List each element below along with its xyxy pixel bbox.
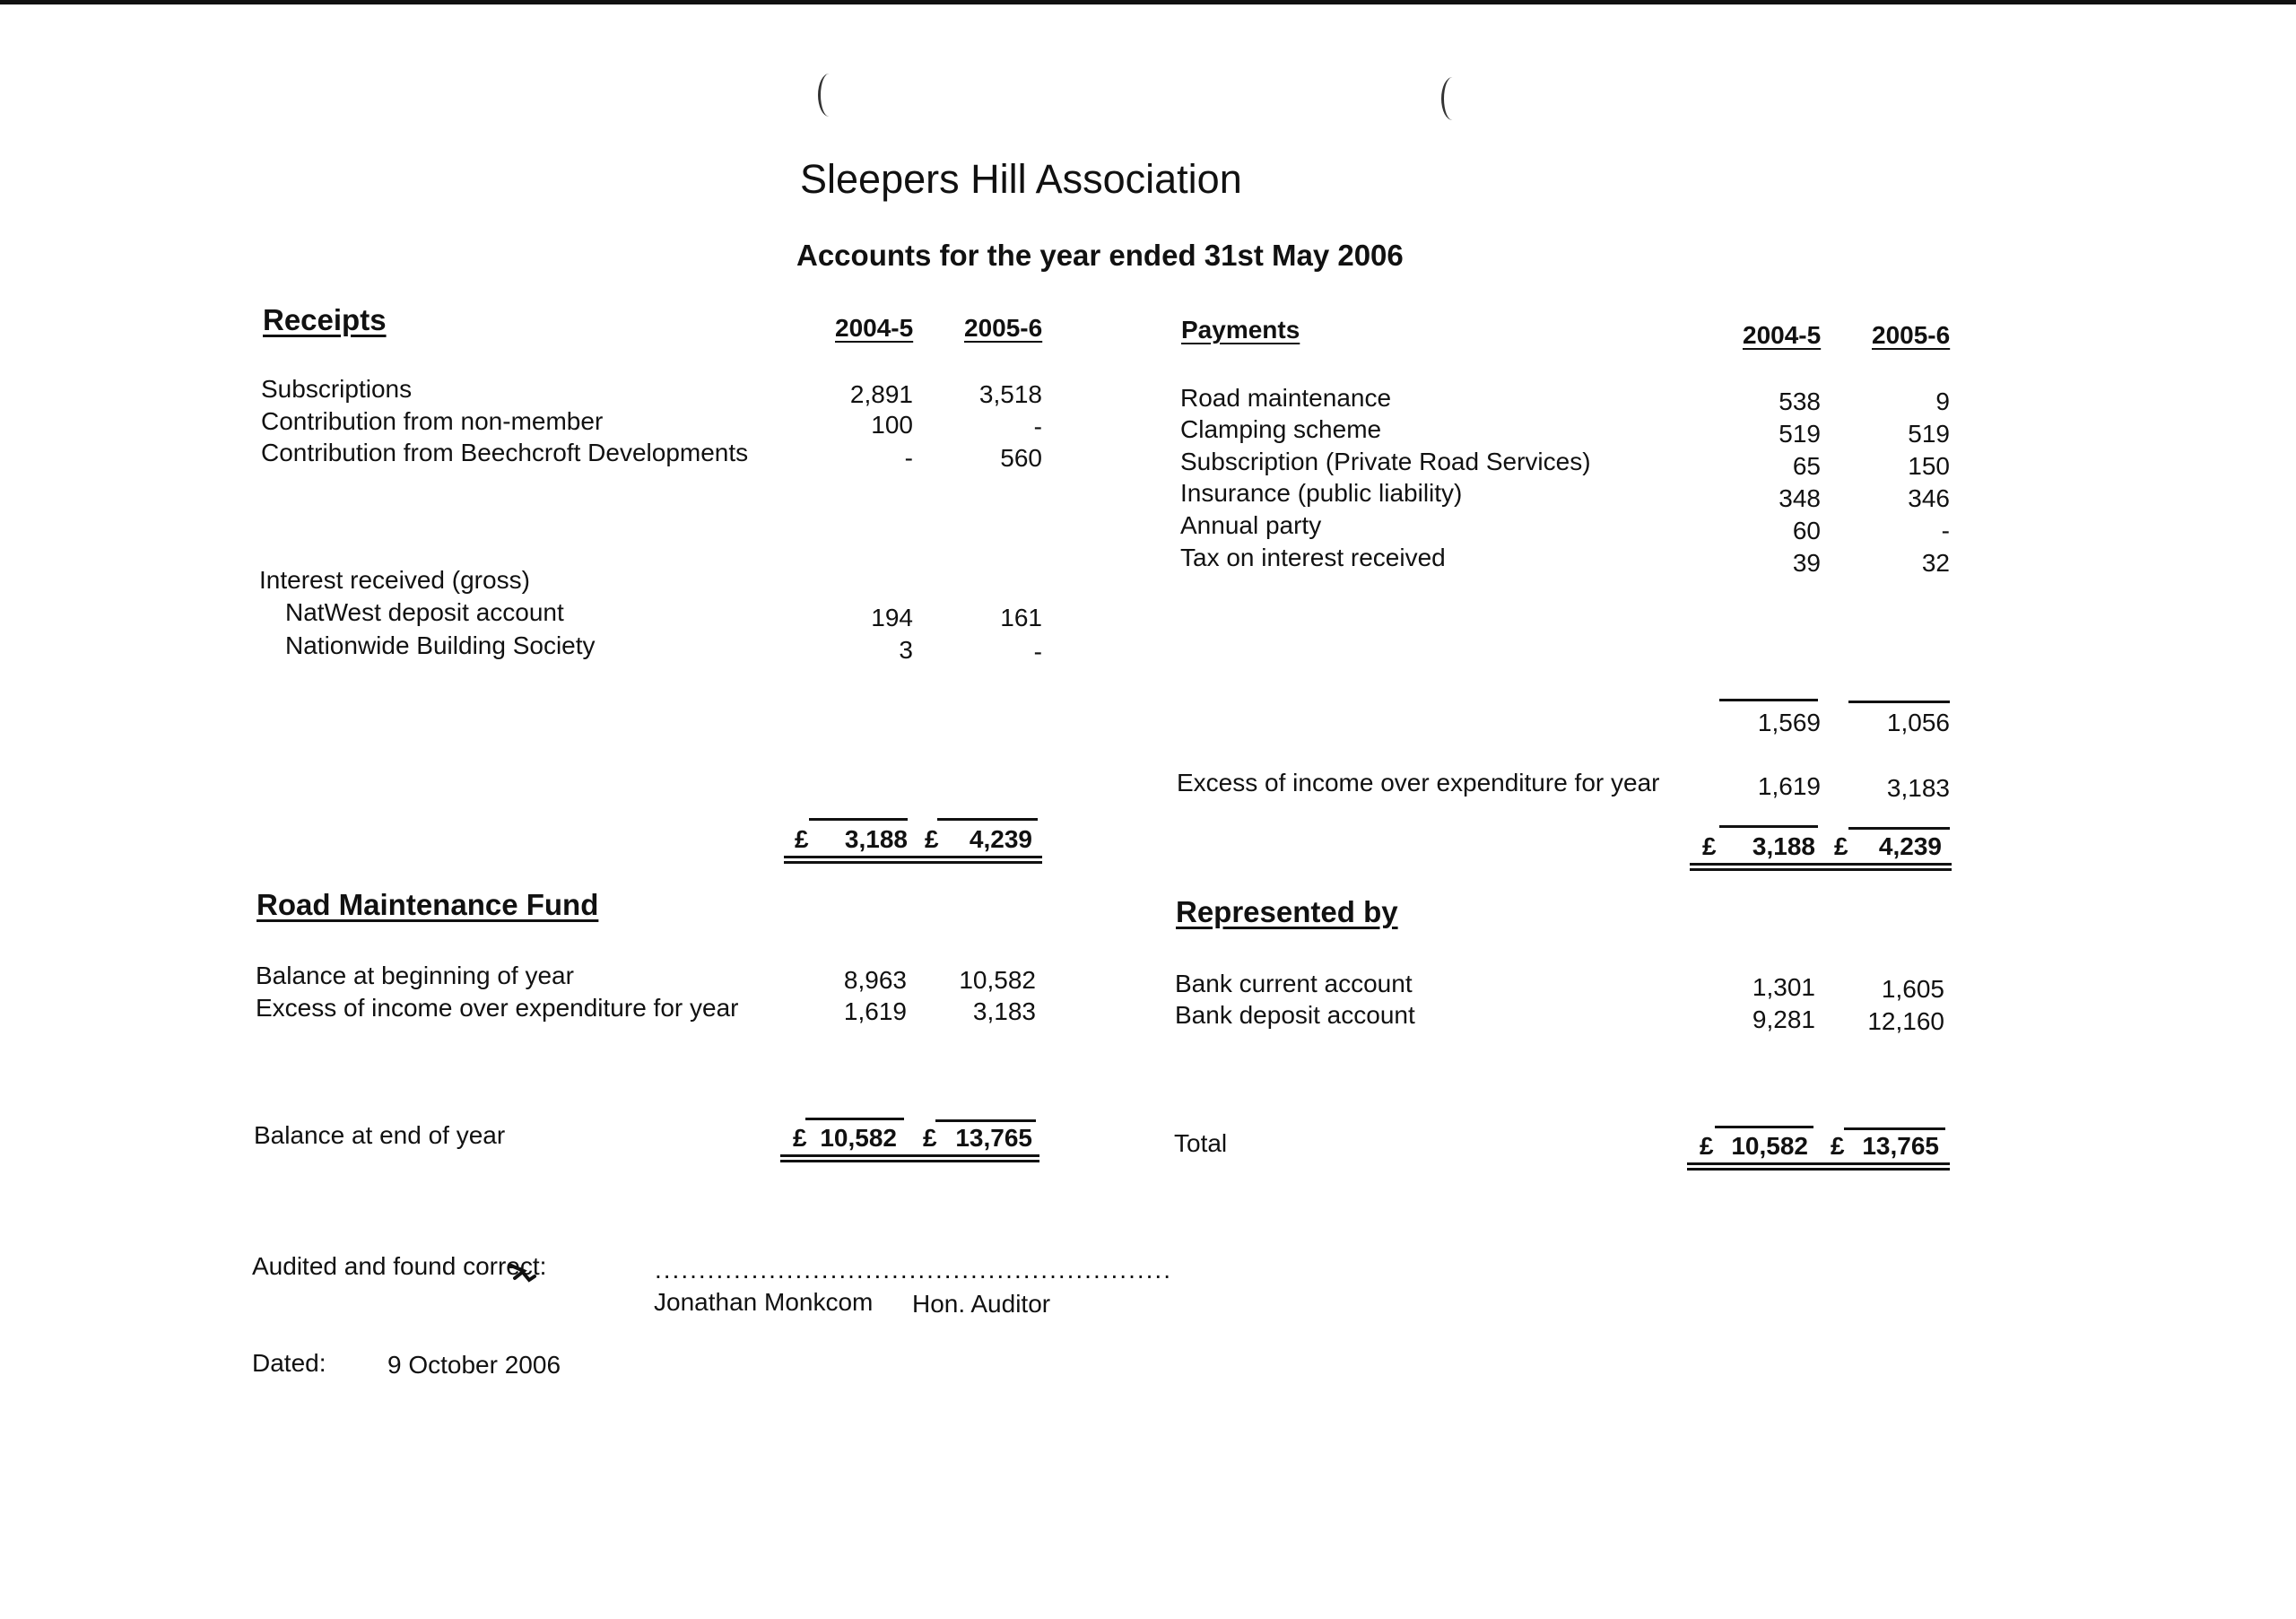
document-subtitle: Accounts for the year ended 31st May 2006 <box>796 239 1404 272</box>
dated-value: 9 October 2006 <box>387 1351 561 1379</box>
receipts-row-value-a: - <box>904 444 913 472</box>
currency-symbol: £ <box>923 1124 937 1152</box>
represented-total-rule <box>1715 1126 1813 1128</box>
payments-row-value-a: 519 <box>1779 420 1821 448</box>
receipts-total-rule <box>937 818 1038 821</box>
currency-symbol: £ <box>1834 832 1848 860</box>
represented-row-label: Bank current account <box>1175 970 1413 997</box>
receipts-total-b <box>925 825 1032 856</box>
represented-total-label: Total <box>1174 1129 1228 1157</box>
total-amount: 13,765 <box>955 1124 1032 1152</box>
road-fund-heading: Road Maintenance Fund <box>257 888 599 921</box>
receipts-row-label: Contribution from non-member <box>261 407 604 435</box>
currency-symbol: £ <box>1831 1132 1845 1160</box>
dated-label: Dated: <box>252 1349 326 1377</box>
receipts-heading: Receipts <box>263 303 387 336</box>
payments-double-rule <box>1690 863 1952 871</box>
payments-row-value-a: 39 <box>1792 549 1821 577</box>
payments-row-value-b: 9 <box>1935 387 1950 415</box>
audit-label: Audited and found correct: <box>252 1252 547 1280</box>
road-fund-row-value-a: 1,619 <box>843 997 907 1025</box>
receipts-row-label: Subscriptions <box>261 375 413 403</box>
scan-top-edge <box>0 0 2296 4</box>
payments-row-value-b: - <box>1941 517 1950 544</box>
signature-line: ........................................................... <box>655 1256 1172 1284</box>
payments-total-a <box>1702 832 1815 863</box>
total-amount: 13,765 <box>1862 1132 1939 1160</box>
road-fund-total-rule <box>805 1118 904 1120</box>
interest-row-label: NatWest deposit account <box>285 598 564 626</box>
document-title: Sleepers Hill Association <box>800 156 1242 202</box>
receipts-row-value-a: 2,891 <box>849 380 913 408</box>
payments-row-label: Tax on interest received <box>1180 544 1446 571</box>
represented-double-rule <box>1687 1162 1950 1171</box>
interest-row-value-a: 194 <box>871 604 913 631</box>
road-fund-total-a <box>793 1124 897 1154</box>
interest-row-value-b: - <box>1033 638 1042 666</box>
receipts-row-value-a: 100 <box>871 411 913 439</box>
excess-value-a: 1,619 <box>1757 772 1821 800</box>
payments-total-rule <box>1719 825 1818 828</box>
payments-subtotal-b: 1,056 <box>1886 709 1950 736</box>
total-amount: 3,188 <box>844 825 908 853</box>
payments-row-value-b: 32 <box>1921 549 1950 577</box>
interest-row-label: Nationwide Building Society <box>285 631 596 659</box>
currency-symbol: £ <box>1702 832 1717 860</box>
payments-row-label: Clamping scheme <box>1180 415 1382 443</box>
currency-symbol: £ <box>1700 1132 1714 1160</box>
represented-row-value-b: 1,605 <box>1881 975 1944 1003</box>
road-fund-row-label: Excess of income over expenditure for year <box>256 994 739 1022</box>
payments-row-label: Subscription (Private Road Services) <box>1180 448 1591 475</box>
payments-subtotal-a: 1,569 <box>1757 709 1821 736</box>
currency-symbol: £ <box>793 1124 807 1152</box>
payments-row-value-b: 346 <box>1908 484 1950 512</box>
payments-subtotal-rule <box>1848 701 1950 703</box>
payments-row-value-a: 60 <box>1792 517 1821 544</box>
receipts-total-a <box>795 825 908 856</box>
road-fund-row-value-b: 3,183 <box>972 997 1036 1025</box>
represented-row-value-b: 12,160 <box>1867 1007 1944 1035</box>
punch-hole-mark-right <box>1441 77 1464 120</box>
payments-col-2004-5: 2004-5 <box>1743 321 1822 349</box>
represented-heading: Represented by <box>1176 895 1398 928</box>
payments-row-label: Annual party <box>1180 511 1322 539</box>
represented-row-value-a: 1,301 <box>1752 973 1815 1001</box>
payments-total-b <box>1834 832 1942 863</box>
balance-end-label: Balance at end of year <box>254 1121 506 1149</box>
currency-symbol: £ <box>925 825 939 853</box>
receipts-row-value-b: - <box>1033 413 1042 440</box>
road-fund-double-rule <box>780 1154 1039 1162</box>
represented-row-value-a: 9,281 <box>1752 1005 1815 1033</box>
road-fund-row-value-b: 10,582 <box>959 966 1036 994</box>
receipts-col-2004-5: 2004-5 <box>835 314 914 342</box>
payments-row-label: Insurance (public liability) <box>1180 479 1463 507</box>
road-fund-total-rule <box>935 1119 1036 1122</box>
receipts-total-rule <box>809 818 908 821</box>
represented-total-rule <box>1844 1127 1945 1130</box>
total-amount: 4,239 <box>969 825 1032 853</box>
currency-symbol: £ <box>795 825 809 853</box>
road-fund-row-label: Balance at beginning of year <box>256 962 574 989</box>
total-amount: 10,582 <box>1731 1132 1808 1160</box>
represented-row-label: Bank deposit account <box>1175 1001 1415 1029</box>
total-amount: 10,582 <box>820 1124 897 1152</box>
receipts-row-value-b: 560 <box>1000 444 1042 472</box>
receipts-col-2005-6: 2005-6 <box>964 314 1043 342</box>
payments-total-rule <box>1848 827 1950 830</box>
receipts-double-rule <box>784 856 1042 864</box>
represented-total-b <box>1831 1132 1939 1162</box>
interest-row-value-b: 161 <box>1000 604 1042 631</box>
payments-row-value-a: 348 <box>1779 484 1821 512</box>
auditor-role: Hon. Auditor <box>912 1290 1051 1318</box>
interest-row-value-a: 3 <box>899 636 913 664</box>
payments-row-value-b: 150 <box>1908 452 1950 480</box>
represented-total-a <box>1700 1132 1808 1162</box>
road-fund-row-value-a: 8,963 <box>843 966 907 994</box>
total-amount: 4,239 <box>1878 832 1942 860</box>
road-fund-total-b <box>923 1124 1032 1154</box>
total-amount: 3,188 <box>1752 832 1815 860</box>
payments-heading: Payments <box>1181 316 1300 344</box>
payments-subtotal-rule <box>1719 699 1818 701</box>
excess-label: Excess of income over expenditure for year <box>1177 769 1660 796</box>
payments-row-label: Road maintenance <box>1180 384 1392 412</box>
punch-hole-mark-left <box>818 74 840 117</box>
signature-mark-icon <box>509 1260 540 1284</box>
payments-row-value-b: 519 <box>1908 420 1950 448</box>
receipts-row-label: Contribution from Beechcroft Developments <box>261 439 749 466</box>
payments-col-2005-6: 2005-6 <box>1872 321 1951 349</box>
receipts-row-value-b: 3,518 <box>978 380 1042 408</box>
interest-heading: Interest received (gross) <box>259 566 530 594</box>
excess-value-b: 3,183 <box>1886 774 1950 802</box>
payments-row-value-a: 538 <box>1779 387 1821 415</box>
auditor-name: Jonathan Monkcom <box>654 1288 874 1316</box>
payments-row-value-a: 65 <box>1792 452 1821 480</box>
